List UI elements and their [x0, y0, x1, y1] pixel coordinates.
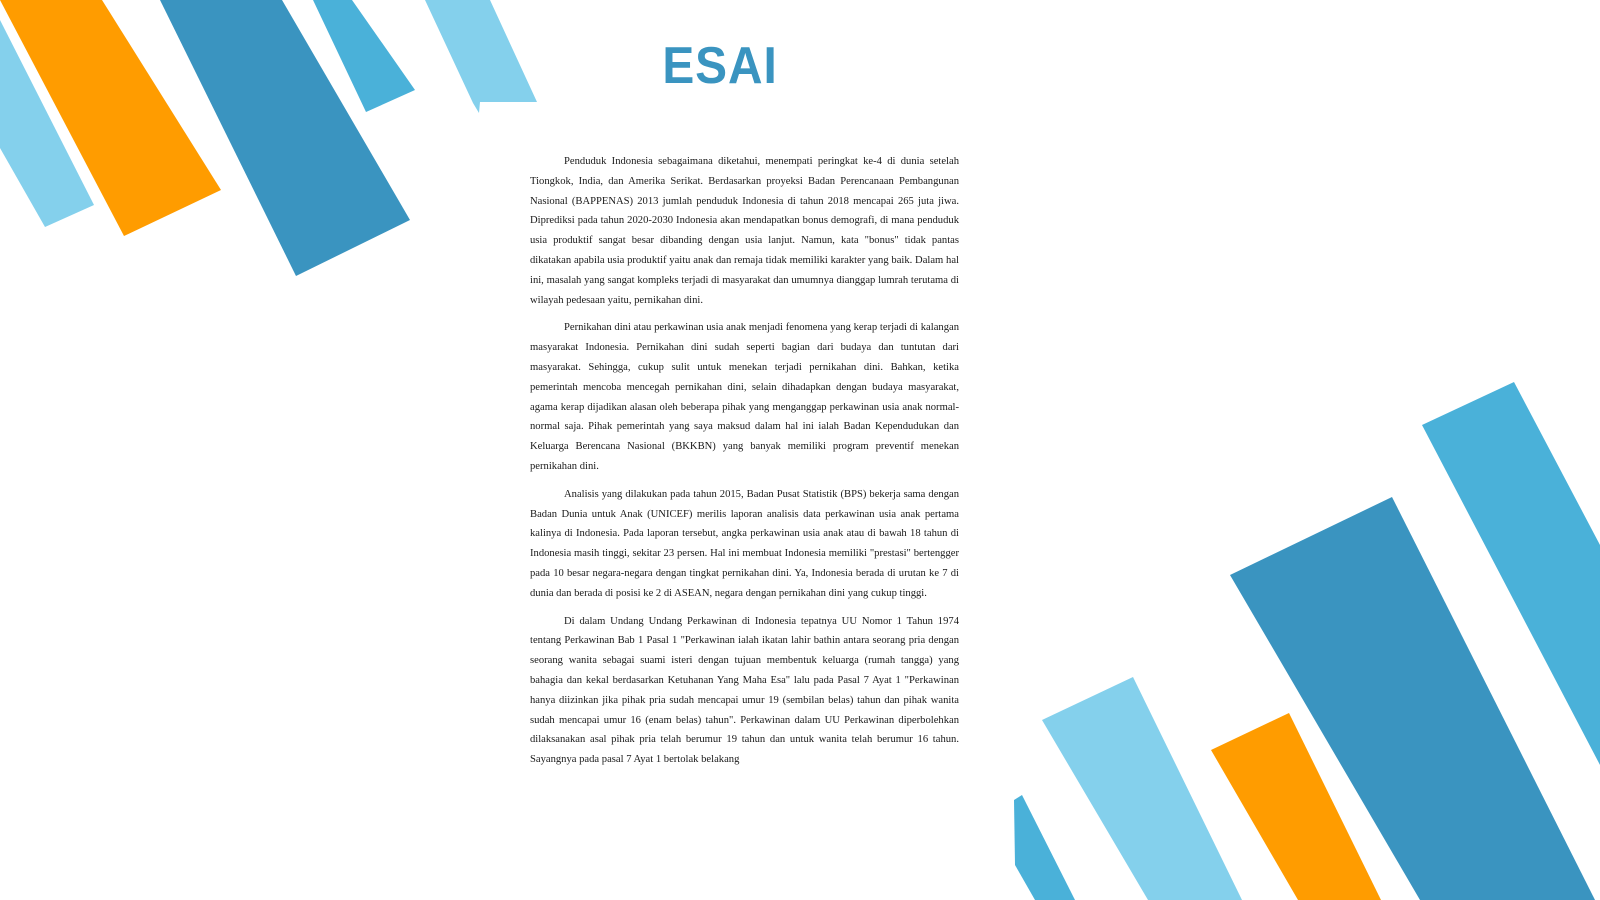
- essay-paragraph: Di dalam Undang Undang Perkawinan di Indonesia tepatnya UU Nomor 1 Tahun 1974 tentang Perkawinan Bab 1 Pasal 1 "Perkawinan ialah ikatan lahir bathin antara seorang pria dengan seorang wanita sebagai suami isteri dengan tujuan membentuk keluarga (rumah tangga) yang bahagia dan kekal berdasarkan Ketuhanan Yang Maha Esa" lalu pada Pasal 7 Ayat 1 "Perkawinan hanya diizinkan jika pihak pria sudah mencapai umur 19 (sembilan belas) tahun dan pihak wanita sudah mencapai umur 16 (enam belas) tahun". Perkawinan dalam UU Perkawinan diperbolehkan dilaksanakan asal pihak pria telah berumur 19 tahun dan untuk wanita telah berumur 16 tahun. Sayangnya pada pasal 7 Ayat 1 bertolak belakang: [530, 615, 959, 766]
- essay-paragraph: Pernikahan dini atau perkawinan usia anak menjadi fenomena yang kerap terjadi di kalangan masyarakat Indonesia. Pernikahan dini sudah seperti bagian dari budaya dan tuntutan dari masyarakat. Sehingga, cukup sulit untuk menekan terjadi pernikahan dini. Bahkan, ketika pemerintah mencoba mencegah pernikahan dini, selain dihadapkan dengan budaya masyarakat, agama kerap dijadikan alasan oleh beberapa pihak yang menganggap perkawinan usia anak normal-normal saja. Pihak pemerintah yang saya maksud dalam hal ini ialah Badan Kependudukan dan Keluarga Berencana Nasional (BKKBN) yang banyak memiliki program preventif menekan pernikahan dini.: [530, 322, 959, 472]
- essay-body: [530, 152, 959, 778]
- stripe-mid-blue-bottom-right-small: [1014, 795, 1075, 900]
- stripe-light-blue-bottom-right: [1042, 677, 1242, 900]
- page-title: ESAI: [662, 37, 778, 95]
- stripe-light-blue-top-center: [425, 0, 537, 113]
- essay-paragraph: Penduduk Indonesia sebagaimana diketahui, menempati peringkat ke-4 di dunia setelah Tiongkok, India, dan Amerika Serikat. Berdasarkan proyeksi Badan Perencanaan Pembangunan Nasional (BAPPENAS) 2013 jumlah penduduk Indonesia di tahun 2018 mencapai 265 juta jiwa. Diprediksi pada tahun 2020-2030 Indonesia akan mendapatkan bonus demografi, di mana penduduk usia produktif sangat besar dibanding dengan usia lanjut. Namun, kata "bonus" tidak pantas dikatakan apabila usia produktif yaitu anak dan remaja tidak memiliki karakter yang baik. Dalam hal ini, masalah yang sangat kompleks terjadi di masyarakat dan umumnya dianggap lumrah terutama di wilayah pedesaan yaitu, pernikahan dini.: [530, 156, 959, 306]
- essay-paragraph: Analisis yang dilakukan pada tahun 2015, Badan Pusat Statistik (BPS) bekerja sama dengan Badan Dunia untuk Anak (UNICEF) merilis laporan analisis data perkawinan usia anak pertama kalinya di Indonesia. Pada laporan tersebut, angka perkawinan usia anak atau di bawah 18 tahun di Indonesia masih tinggi, sekitar 23 persen. Hal ini membuat Indonesia memiliki "prestasi" bertengger pada 10 besar negara-negara dengan tingkat pernikahan dini. Ya, Indonesia berada di urutan ke 7 di dunia dan berada di posisi ke 2 di ASEAN, negara dengan pernikahan dini yang cukup tinggi.: [530, 488, 959, 599]
